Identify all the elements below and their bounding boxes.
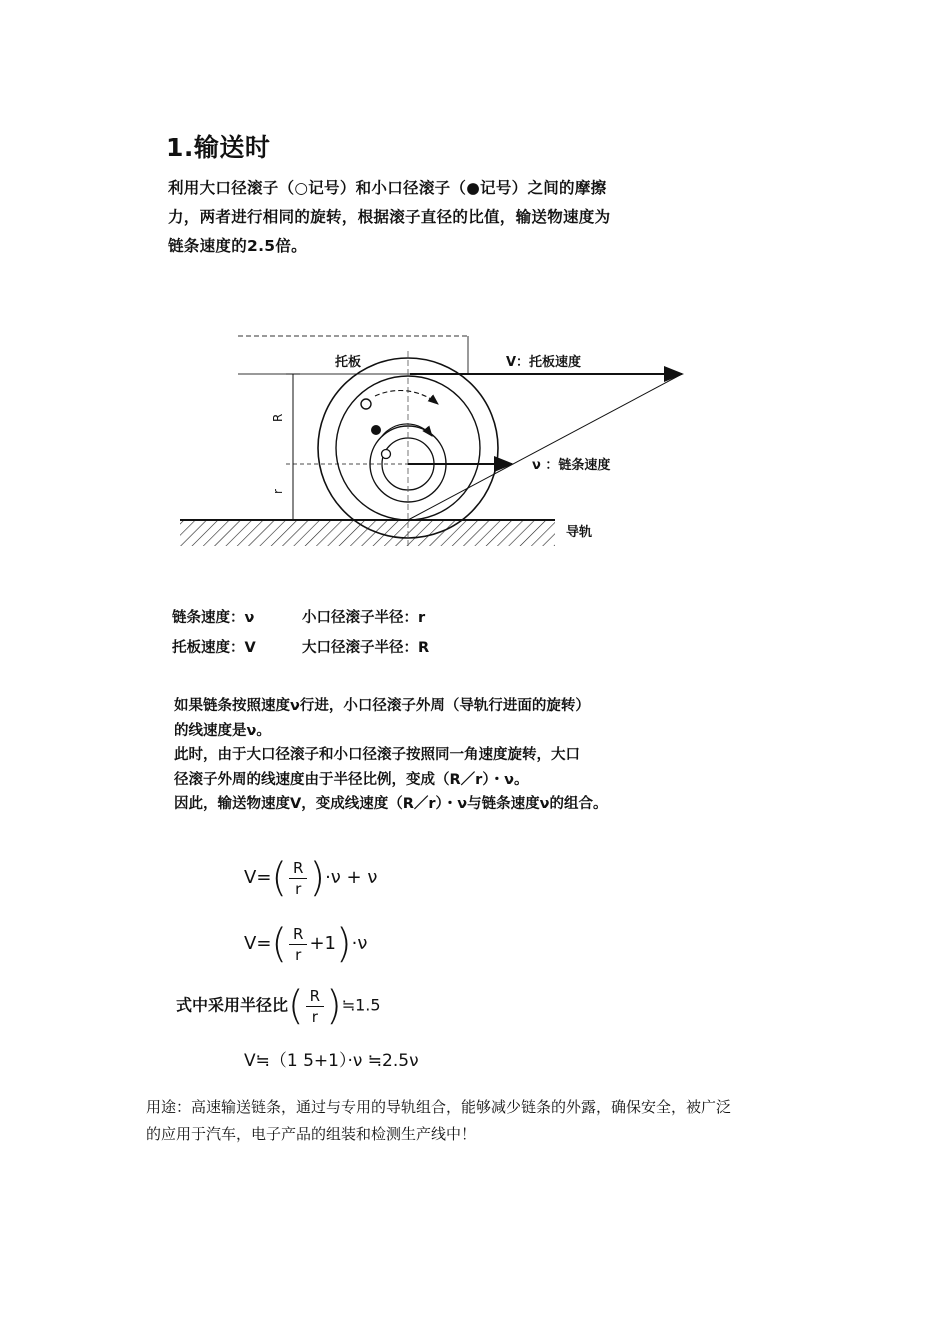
usage-line: 用途：高速输送链条，通过与专用的导轨组合，能够减少链条的外露，确保安全，被广泛: [146, 1098, 732, 1116]
open-circle-mark-small: [382, 450, 391, 459]
chain-speed-label: ν ：链条速度: [532, 458, 611, 473]
rail-label: 导轨: [566, 525, 593, 540]
formula-1-lhs: V=: [244, 867, 272, 888]
formula-3-prefix: 式中采用半径比: [176, 995, 289, 1015]
large-roller-outer: [318, 358, 498, 538]
usage-note: [146, 1094, 826, 1148]
explanation-line: 此时，由于大口径滚子和小口径滚子按照同一角速度旋转，大口: [174, 747, 580, 763]
dimension-r-label: r: [271, 489, 285, 494]
formula-2-mid: +1: [309, 933, 336, 954]
roller-diagram: [170, 296, 700, 556]
velocity-triangle-line: [408, 374, 682, 520]
intro-line: 利用大口径滚子（○记号）和小口径滚子（●记号）之间的摩擦: [168, 179, 607, 197]
formula-2-rhs: ·ν: [351, 933, 368, 954]
formula-2: V=( $\frac{R}{r}$ +1)·ν: [244, 921, 368, 967]
filled-circle-mark: [371, 425, 381, 435]
pallet-speed-label: V：托板速度: [506, 355, 582, 370]
rotation-arrow-outer: [375, 391, 438, 404]
rail-hatch: [180, 520, 555, 546]
ratio-fraction: $\frac{R}{r}$: [289, 859, 307, 898]
section-heading: 1.输送时: [166, 133, 271, 162]
pallet-label: 托板: [335, 355, 362, 370]
definition-small-radius: 小口径滚子半径：r: [302, 610, 426, 626]
intro-line: 链条速度的2.5倍。: [168, 237, 307, 255]
formula-1: V=( $\frac{R}{r}$ )·ν + ν: [244, 855, 378, 901]
formula-3-suffix: ≒1.5: [341, 995, 381, 1015]
definition-chain-speed: 链条速度：ν: [172, 610, 255, 626]
formula-1-rhs: ·ν + ν: [325, 867, 378, 888]
explanation-line: 因此，输送物速度V，变成线速度（R／r）・ν与链条速度ν的组合。: [174, 796, 608, 812]
explanation-line: 如果链条按照速度ν行进，小口径滚子外周（导轨行进面的旋转）: [174, 698, 590, 714]
dimension-R-label: R: [271, 413, 285, 422]
open-circle-mark: [361, 399, 371, 409]
usage-line: 的应用于汽车，电子产品的组装和检测生产线中！: [146, 1125, 477, 1143]
explanation-paragraph: [174, 694, 608, 817]
ratio-fraction: $\frac{R}{r}$: [306, 987, 324, 1026]
ratio-fraction: $\frac{R}{r}$: [289, 925, 307, 964]
formula-4: V≒（1 5+1）·ν ≒2.5ν: [244, 1051, 419, 1071]
formula-3: 式中采用半径比( $\frac{R}{r}$ )≒1.5: [176, 983, 381, 1029]
definition-pallet-speed: 托板速度：V: [172, 640, 256, 656]
definition-large-radius: 大口径滚子半径：R: [302, 640, 430, 656]
intro-line: 力，两者进行相同的旋转，根据滚子直径的比值，输送物速度为: [168, 208, 611, 226]
explanation-line: 径滚子外周的线速度由于半径比例，变成（R／r）・ν。: [174, 771, 529, 788]
formula-2-lhs: V=: [244, 933, 272, 954]
explanation-line: 的线速度是ν。: [174, 722, 271, 739]
intro-paragraph: [168, 174, 668, 261]
